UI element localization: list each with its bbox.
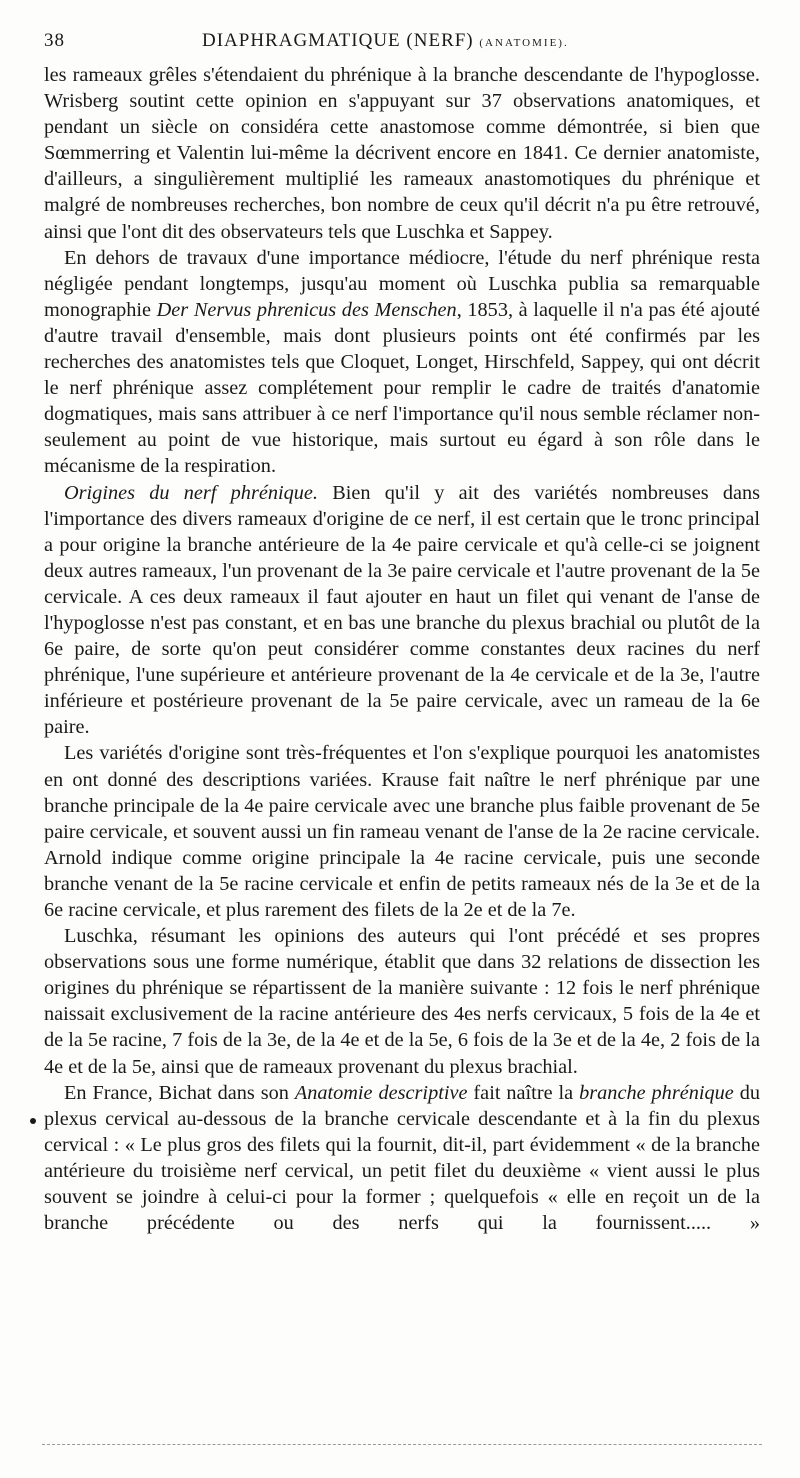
book-title: Anatomie descriptive bbox=[294, 1081, 468, 1104]
paragraph-6-text-start: En France, Bichat dans son bbox=[64, 1081, 295, 1104]
running-title-main: DIAPHRAGMATIQUE (NERF) bbox=[202, 30, 474, 51]
margin-mark bbox=[30, 1118, 36, 1124]
paragraph-6 bbox=[44, 1080, 760, 1237]
paragraph-1: les rameaux grêles s'étendaient du phrénique à la branche descendante de l'hypoglosse. Wrisberg soutint cette opinion en s'appuyant sur 37 observations anatomiques, et pendant un siècle on considéra cette anastomose comme démontrée, si bien que Sœmmerring et Valentin lui-même la décrivent encore en 1841. Ce dernier anatomiste, d'ailleurs, a singulièrement multiplié les rameaux anastomotiques du phrénique et malgré de nombreuses recherches, bon nombre de ceux qu'il décrit n'a pu être retrouvé, ainsi que l'ont dit des observateurs tels que Luschka et Sappey. bbox=[44, 64, 760, 243]
paragraph-4: Les variétés d'origine sont très-fréquentes et l'on s'explique pourquoi les anatomistes en ont donné des descriptions variées. Krause fait naître le nerf phrénique par une branche principale de la 4e paire cervicale avec une branche plus faible provenant de 5e paire cervicale, et souvent aussi un fin rameau venant de l'anse de la 2e racine cervicale. Arnold indique comme origine principale la 4e racine cervicale, puis une seconde branche venant de la 5e racine cervicale et enfin de petits rameaux nés de la 3e et de la 6e racine cervicale, et plus rarement des filets de la 2e et de la 7e. bbox=[44, 742, 760, 921]
paragraph-3 bbox=[44, 480, 760, 741]
branch-term: branche phrénique bbox=[579, 1081, 734, 1104]
paragraph-3-text: Bien qu'il y ait des variétés nombreuses dans l'importance des divers rameaux d'origine de ce nerf, il est certain que le tronc principal a pour origine la branche antérieure de la 4e paire cervicale et qu'à celle-ci se joignent deux autres rameaux, l'un provenant de la 3e paire cervicale et l'autre provenant de la 5e cervicale. A ces deux rameaux il faut ajouter en haut un filet qui venant de l'anse de l'hypoglosse n'est pas constant, et en bas une branche du plexus brachial ou plutôt de la 6e paire, de sorte qu'on peut considérer comme constantes deux racines du nerf phrénique, l'une supérieure et antérieure provenant de la 4e cervicale et de la 3e, l'autre inférieure et postérieure provenant de la 5e paire cervicale, avec un rameau de la 6e paire. bbox=[44, 481, 761, 739]
running-header bbox=[44, 30, 760, 54]
footer-rule bbox=[42, 1444, 762, 1445]
paragraph-6-text-end: du plexus cervical au-dessous de la branche cervicale descendante et à la fin du plexus cervical : « Le plus gros des filets qui la fournit, dit-il, part évidemment « de la branche antérieure du troisième nerf cervical, un petit filet du deuxième « vient aussi le plus souvent se joindre à celui-ci pour la former ; quelquefois « elle en reçoit un de la branche précédente ou des nerfs qui la fournissent..... » bbox=[44, 1081, 761, 1235]
monograph-title: Der Nervus phrenicus des Menschen bbox=[156, 298, 457, 321]
paragraph-2 bbox=[44, 245, 760, 480]
section-heading: Origines du nerf phrénique. bbox=[64, 481, 318, 504]
running-title bbox=[202, 30, 569, 52]
page-number: 38 bbox=[44, 30, 65, 51]
paragraph-6-text-middle: fait naître la bbox=[467, 1081, 580, 1104]
paragraph-5: Luschka, résumant les opinions des auteurs qui l'ont précédé et ses propres observations sous une forme numérique, établit que dans 32 relations de dissection les origines du phrénique se répartissent de la manière suivante : 12 fois le nerf phrénique naissait exclusivement de la racine antérieure des 4es nerfs cervicaux, 5 fois de la 4e et de la 5e racine, 7 fois de la 3e, de la 4e et de la 5e, 6 fois de la 3e et de la 4e, 2 fois de la 4e et de la 5e, ainsi que de rameaux provenant du plexus brachial. bbox=[44, 925, 760, 1078]
paragraph-2-text-start: En dehors de travaux d'une importance médiocre, l'étude du nerf phrénique resta négligée pendant longtemps, jusqu'au moment où Luschka publia sa remarquable monographie bbox=[44, 246, 760, 321]
body-text bbox=[44, 62, 760, 1236]
running-title-section: (ANATOMIE). bbox=[479, 37, 569, 49]
paragraph-2-text-end: , 1853, à laquelle il n'a pas été ajouté d'autre travail d'ensemble, mais dont plusieurs points ont été confirmés par les recherches des anatomistes tels que Cloquet, Longet, Hirschfeld, Sappey, qui ont décrit le nerf phrénique assez complétement pour remplir le cadre de traités d'anatomie dogmatiques, mais sans attribuer à ce nerf l'importance qu'il nous semble réclamer non-seulement au point de vue historique, mais surtout eu égard à son rôle dans le mécanisme de la respiration. bbox=[44, 298, 760, 478]
